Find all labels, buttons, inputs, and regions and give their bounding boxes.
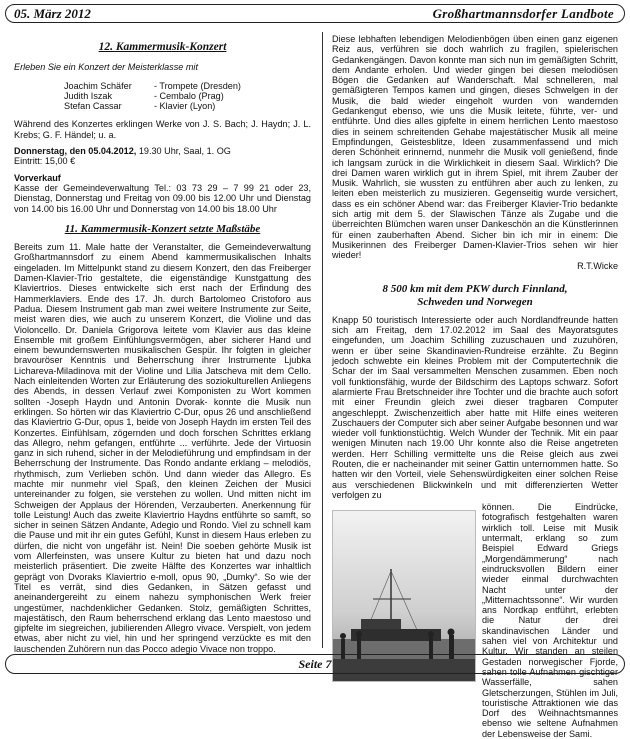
page-footer	[5, 654, 625, 674]
concert-12-title: 12. Kammermusik-Konzert	[98, 41, 227, 53]
travel-article-title	[332, 283, 618, 309]
page-header	[5, 4, 625, 23]
column-divider	[322, 32, 323, 648]
travel-title-line1: 8 500 km mit dem PKW durch Finnland,	[382, 282, 568, 295]
artist-row	[64, 101, 311, 111]
artist-role: - Trompete (Dresden)	[154, 80, 241, 91]
artist-row	[64, 81, 311, 91]
author-signature: R.T.Wicke	[577, 260, 618, 271]
artist-list	[64, 81, 311, 112]
concert-intro: Erleben Sie ein Konzert der Meisterklasse mit	[14, 62, 198, 73]
left-column	[14, 34, 311, 654]
right-column	[332, 34, 618, 739]
travel-title-line2: Schweden und Norwegen	[417, 295, 533, 308]
issue-date: 05. März 2012	[14, 6, 91, 21]
concert-11-article-continued: Diese lebhaften lebendigen Melodienbögen üben einen ganz eigenen Reiz aus, verführen sie doch wahrlich zu fragilen, spielerischen Gedankengängen. Davon konnte man sich nun im gemäßigten Schritt, dem Andante erholen. Und wieder gingen bei diesen melodiösen Bögen die Gedanken auf Wanderschaft. Mal schnelleren, mal gemäßigteren Tempos kamen und gingen, dieses Schwelgen in der Musik, die bald wieder eingeholt wurden von wandernden Gedankengut ebenso, wie uns die Musik leitete, führte, ver- und entführte. Und dies alles gipfelte in einem herrlichen Lento maestoso dies in seinem schreitenden Gehabe majestätischer Musik all meine Empfindungen, Geistesblitze, Ideen zusammenfassend und mich deren Schönheit erinnernd, nunmehr die Musik voll genießend, finde ich langsam zurück in die Wirklichkeit in diesem Saal. Wirklich? Die drei Damen waren wirklich gut in ihrem Spiel, mit ihrem Zauber der Musik. Wahrlich, sie wussten zu entführen aber auch zu lenken, zu leiten eben meisterlich zu musizieren. Gegenseitig wurde versichert, dass es ein schöner Abend war: das Freiberger Klavier-Trio bedankte sich artig mit dem 5. der Slawischen Tänze als Zugabe und die überreichten Blümchen waren unser Dankeschön an die Künstlerinnen für einen zauberhaften Abend. Sicher bin ich mir in einem: Die Musikerinnen des Freiberger Damen-Klavier-Trios sehen wir hier wieder!	[332, 34, 618, 261]
concert-date: Donnerstag, den 05.04.2012,	[14, 146, 137, 157]
travel-article: Knapp 50 touristisch Interessierte oder auch Nordlandfreunde hatten sich am Freitag, dem 17.02.2012 im Saal des Mayoratsgutes eingefunden, um Joachim Schilling zuzuschauen und zuzuhören, wenn er über seine Skandinavien-Rundreise erzählte. Zu Beginn jedoch schwebte ein kleines Problem mit der Computertechnik die Schar der im Saal versammelten Menschen zusammen. Eben noch voll funktionsfähig, wurde der Bildschirm des Laptops schwarz. Sofort alarmierte Frau Bretschneider ihre Tochter und die brachte auch sofort mit einer Freundin gleich zwei dieser tragbaren Computer angeschleppt. Zwischenzeitlich aber hatte mit Hilfe eines weiteren Zuschauers der Computer sich aber seiner Aufgabe besonnen und war wieder voll funktionstüchtig. Welch Wunder der Technik. Mit ein paar wenigen Minuten nach 19.00 Uhr konnte also die Reise angetreten werden. Herr Schilling vermittelte uns die Reise gleich aus zwei Routen, die er nacheinander mit seiner Gattin unternommen hatte. So hatten wir den Vorteil, viele Sehenswürdigkeiten einer solchen Reise aus verschiedenen Blickwinkeln und mit differenzierten Wetter verfolgen zu	[332, 314, 618, 500]
photo-side-text: können. Die Eindrücke, fotografisch festgehalten waren wirklich toll. Leise mit Musik untermalt, erklang so zum Beispiel Edward Griegs „Morgendämmerung“ nach eindrucksvollen Bildern einer wieder einmal durchwachten Nacht unter der „Mitternachtssonne“. Wir wurden ans Nordkap entführt, erlebten die Natur der drei skandinavischen Länder und sahen viel von Architektur und Kultur. Wir standen an steilen Gestaden norwegischer Fjorde, sahen tolle Aufnahmen gischtiger Wasserfälle, sahen Gletscherzungen, Stühlen im Juli, touristische Attraktionen wie das Dorf des Weihnachtsmannes ebenso wie seltene Aufnahmen der Lebensweise der Sami.	[482, 502, 618, 739]
concert-datetime	[14, 146, 311, 156]
presale-title: Vorverkauf	[14, 172, 61, 183]
concert-11-article: Bereits zum 11. Male hatte der Veranstalter, die Gemeindeverwaltung Großhartmannsdorf zu einem Abend kammermusikalischen Inhalts eingeladen. Im Mittelpunkt stand zu diesem Konzert, den das Freiberger Damen-Klavier-Trio gestaltete, die eigenständige Kunstgattung des Klaviertrios. Dieses entwickelte sich erst nach der Erfindung des Hammerklaviers. Ende des 17. Jh. durch Bartolomeo Cristoforo aus Padua. Diesem Instrument gab man zwei weitere Instrumente zur Seite, meist waren dies, wie auch zu unserem Konzert, die Violine und das Violoncello. Dr. Daniela Grigorova leitete vom Klavier aus das kleine Ensemble mit großem Einfühlungsvermögen, aber sicherer Hand und einem bewundernswerten musikalischen Gespür. Ihr folgten in gleicher bravouröser Kenntnis und Beherrschung ihrer Instrumente Ljubka Lichareva-Miladinova mit der Violine und Lilia Jatscheva mit dem Cello. Nach einleitenden Worten zur Erläuterung des soziokulturellen Anliegens des Abends, in dessen Verlauf zwei Komponisten zu Wort kommen sollten -Joseph Haydn und Antonin Dvorak- konnte die Musik nun erklingen. So hörten wir das Klaviertrio C-Dur, opus 26 und anschließend das Klaviertrio G-Dur, opus 1, beide von Joseph Haydn im ersten Teil des Konzertes. Einfühlsam, zögernden und doch forschen Schrittes erklang das Allegro, nehm gefangen, entführte ... verführte. Jede der Virtuosin ganz in sich ruhend, sicher in der Melodieführung und empfindsam in der Beherrschung der Instrumente. Das Rondo andante erklang – melodiös, rhythmisch, zum Verlieben schön. Und dann wieder das Allegro. Es machte mir nunmehr viel Spaß, den kleinen Zeichen der Musici untereinander zu folgen, sie verstehen zu wollen. Und mitten nicht im Schweigen der Applaus der Hörenden, Verzauberten. Anerkennung für tolle Leistung! Auch das zweite Klaviertrio Haydns entführte so samft, so sicher in seinen Sätzen Andante, Adegio und Rondo. Viel zu schnell kam die Pause und mit ihr ein gutes Gefühl, Kunst in diesem Haus erleben zu dürfen, die nicht von ungefähr ist. Nein! Die soeben gehörte Musik ist vom Allerfeinsten, was unsere Kultur zu bieten hat und dazu noch meisterlich präsentiert. Die zweite Hälfte des Konzertes war inhaltlich geprägt von Dvoraks Klaviertrio e-moll, opus 90, „Dumky“. So wie der Titel es verrät, sind dies Gedanken, in Sätzen gefasst und aneinandergereiht zu einem nahezu symphonischen Werk freier ungestümer, nachdenklicher Gedanken. Stolz, gemäßigten Schrittes, majestätisch, den Raum beherrschend erklang das Lento maestoso und gipfelte im siegreichen, jubilierenden Allegro vivace. Verspielt, von jedem etwas, aber nicht zu viel, hin und her springend verzückte es mit den lauschenden Zuhörern nun das Pocco adegio Vivace non troppo.	[14, 242, 311, 654]
artist-role: - Klavier (Lyon)	[154, 101, 216, 112]
newspaper-name: Großhartmannsdorfer Landbote	[432, 6, 614, 21]
artist-role: - Cembalo (Prag)	[154, 90, 224, 101]
presale-info: Kasse der Gemeindeverwaltung Tel.: 03 73 29 – 7 99 21 oder 23, Dienstag, Donnerstag und Freitag von 09.00 bis 12.00 Uhr und Dienstag von 14.00 bis 16.00 Uhr und Donnerstag von 14.00 bis 18.00 Uhr	[14, 182, 311, 214]
concert-entry: Eintritt: 15,00 €	[14, 156, 76, 167]
concert-11-title: 11. Kammermusik-Konzert setzte Maßstäbe	[64, 222, 261, 235]
artist-name: Judith Iszak	[64, 90, 113, 101]
concert-time: 19.30 Uhr, Saal, 1. OG	[136, 146, 231, 157]
artist-name: Stefan Cassar	[64, 101, 122, 112]
concert-program: Während des Konzertes erklingen Werke von J. S. Bach; J. Haydn; J. L. Krebs; G. F. Händel; u. a.	[14, 119, 311, 140]
artist-row	[64, 91, 311, 101]
page-number: Seite 7	[298, 657, 332, 671]
artist-name: Joachim Schäfer	[64, 80, 132, 91]
